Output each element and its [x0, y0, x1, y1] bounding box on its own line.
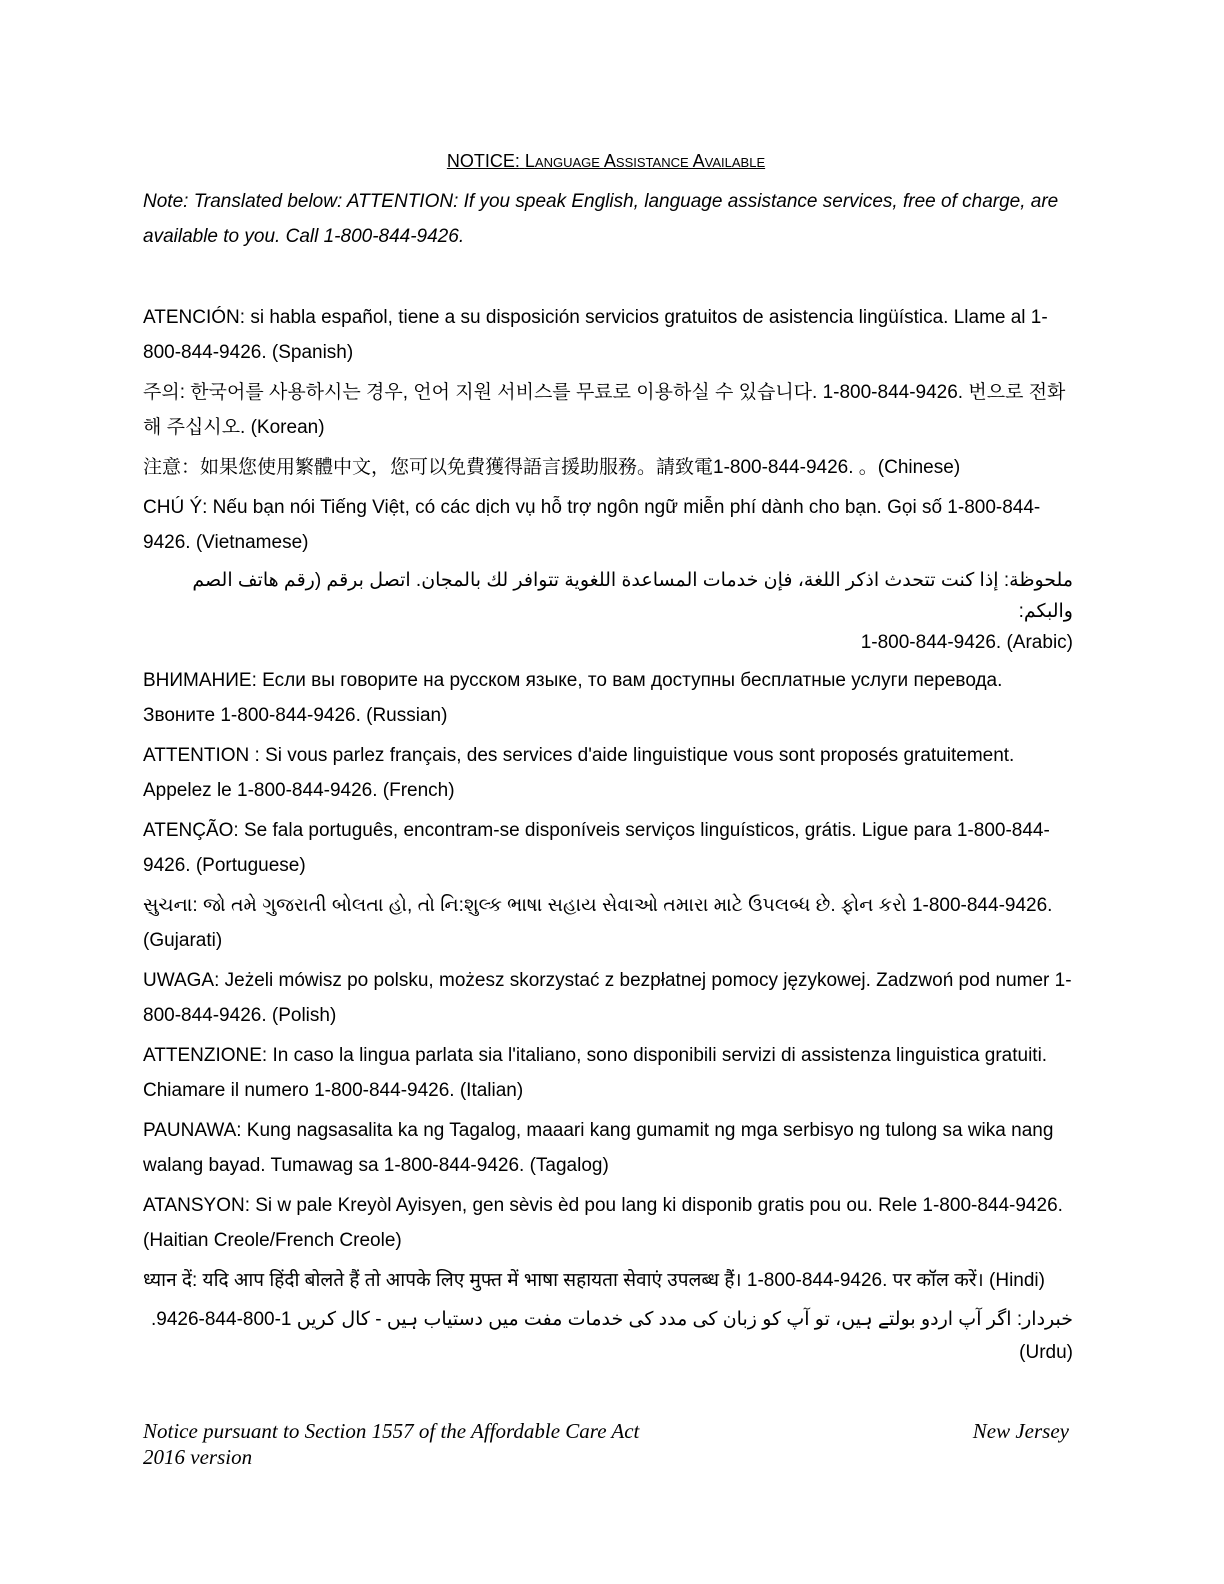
gujarati-paragraph: સુચના: જો તમે ગુજરાતી બોલતા હો, તો નિ:શુલ્ક ભાષા સહાય સેવાઓ તમારા માટે ઉપલબ્ધ છે. ફોન કરો 1-800-844-9426. (Gujarati): [143, 895, 1053, 951]
urdu-suffix: (Urdu): [1019, 1342, 1073, 1363]
arabic-text: ملحوظة: إذا كنت تتحدث اذكر اللغة، فإن خدمات المساعدة اللغوية تتوافر لك بالمجان. اتصل برقم (رقم هاتف الصم والبكم:: [192, 570, 1073, 622]
spanish-paragraph: ATENCIÓN: si habla español, tiene a su disposición servicios gratuitos de asistencia lingüística. Llame al 1-800-844-9426. (Spanish): [143, 307, 1048, 363]
italian-paragraph: ATTENZIONE: In caso la lingua parlata sia l'italiano, sono disponibili servizi di assistenza linguistica gratuiti. Chiamare il numero 1-800-844-9426. (Italian): [143, 1045, 1048, 1101]
french-paragraph: ATTENTION : Si vous parlez français, des services d'aide linguistique vous sont proposés gratuitement. Appelez le 1-800-844-9426. (French): [143, 745, 1015, 801]
hindi-paragraph: ध्यान दें: यदि आप हिंदी बोलते हैं तो आपके लिए मुफ्त में भाषा सहायता सेवाएं उपलब्ध हैं। 1-800-844-9426. पर कॉल करें। (Hindi): [143, 1270, 1045, 1291]
notice-title-rest: Language Assistance Available: [524, 151, 766, 171]
korean-paragraph: 주의: 한국어를 사용하시는 경우, 언어 지원 서비스를 무료로 이용하실 수 있습니다. 1-800-844-9426. 번으로 전화해 주십시오. (Korean): [143, 382, 1066, 438]
polish-paragraph: UWAGA: Jeżeli mówisz po polsku, możesz skorzystać z bezpłatnej pomocy językowej. Zadzwoń pod numer 1-800-844-9426. (Polish): [143, 970, 1072, 1026]
arabic-suffix: 1-800-844-9426. (Arabic): [860, 632, 1073, 653]
footer-state: New Jersey: [972, 1419, 1069, 1443]
vietnamese-paragraph: CHÚ Ý: Nếu bạn nói Tiếng Việt, có các dịch vụ hỗ trợ ngôn ngữ miễn phí dành cho bạn. Gọi số 1-800-844-9426. (Vietnamese): [143, 497, 1041, 553]
tagalog-paragraph: PAUNAWA: Kung nagsasalita ka ng Tagalog, maaari kang gumamit ng mga serbisyo ng tulong sa wika nang walang bayad. Tumawag sa 1-800-844-9426. (Tagalog): [143, 1120, 1054, 1176]
urdu-paragraph: [143, 1303, 1073, 1369]
haitian-creole-paragraph: ATANSYON: Si w pale Kreyòl Ayisyen, gen sèvis èd pou lang ki disponib gratis pou ou. Rele 1-800-844-9426. (Haitian Creole/French Creole): [143, 1195, 1063, 1251]
russian-paragraph: ВНИМАНИЕ: Если вы говорите на русском языке, то вам доступны бесплатные услуги перевода. Звоните 1-800-844-9426. (Russian): [143, 670, 1003, 726]
translations-list: [143, 300, 1073, 1374]
notice-title-lead: NOTICE:: [446, 151, 520, 171]
arabic-paragraph: [143, 565, 1073, 658]
notice-title: [143, 150, 1069, 172]
chinese-paragraph: 注意：如果您使用繁體中文，您可以免費獲得語言援助服務。請致電1-800-844-9426. 。(Chinese): [143, 457, 961, 478]
urdu-text: خبردار: اگر آپ اردو بولتے ہیں، تو آپ کو زبان کی مدد کی خدمات مفت میں دستیاب ہیں - کال کریں 1-800-844-9426.: [150, 1309, 1073, 1330]
english-intro: Note: Translated below: ATTENTION: If you speak English, language assistance services, free of charge, are available to you. Call 1-800-844-9426.: [143, 191, 1059, 247]
footer: [143, 1418, 1069, 1470]
footer-version: 2016 version: [143, 1445, 253, 1469]
portuguese-paragraph: ATENÇÃO: Se fala português, encontram-se disponíveis serviços linguísticos, grátis. Ligue para 1-800-844-9426. (Portuguese): [143, 820, 1050, 876]
footer-section-note: Notice pursuant to Section 1557 of the Affordable Care Act: [143, 1419, 640, 1443]
